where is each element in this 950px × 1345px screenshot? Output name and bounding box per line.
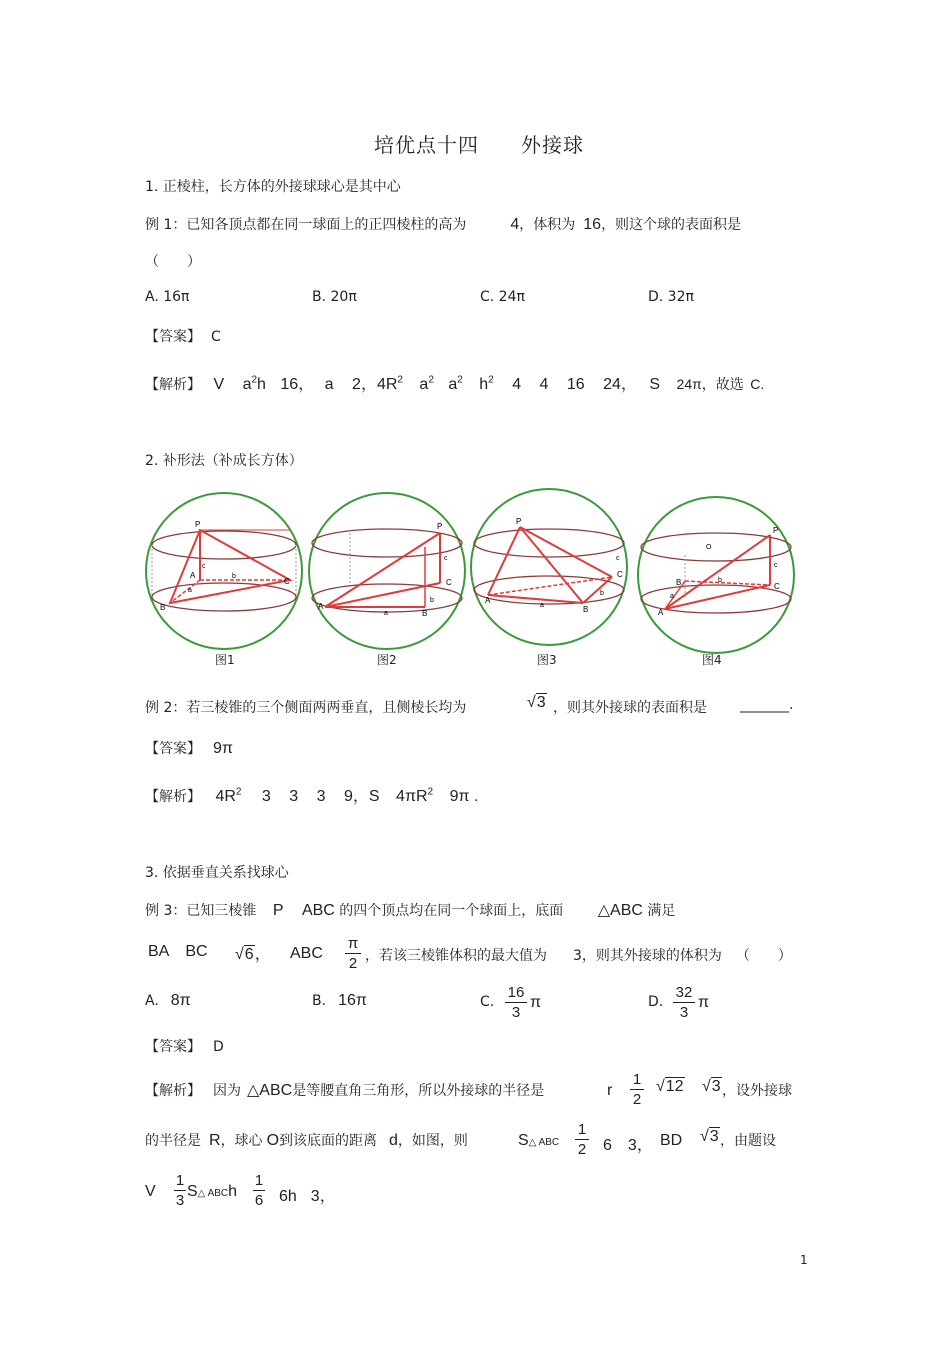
option-c: C. 24π — [480, 289, 525, 305]
svg-text:C: C — [617, 570, 623, 579]
figure-2 — [309, 493, 465, 649]
section-1-heading: 1. 正棱柱，长方体的外接球球心是其中心 — [145, 179, 401, 195]
option-c-3: C. — [480, 994, 495, 1010]
fraction-16-3: 16 3 — [505, 984, 527, 1021]
svg-text:B: B — [676, 578, 682, 587]
math: ， — [620, 376, 637, 393]
sqrt-3: √3 — [702, 1078, 721, 1095]
svg-text:c: c — [444, 555, 448, 562]
question-text: 例 2：若三棱锥的三个侧面两两垂直，且侧棱长均为 — [145, 700, 467, 716]
math: BC — [185, 943, 208, 960]
explanation-3-line-1: 【解析】 因为 △ABC是等腰直角三角形，所以外接球的半径是 — [145, 1082, 545, 1099]
math: 9π . — [449, 788, 479, 805]
math: r — [607, 1082, 613, 1099]
svg-text:A: A — [190, 571, 196, 580]
explanation-text: ，设外接球 — [722, 1083, 792, 1099]
math: 3 — [261, 788, 271, 805]
math: BD — [660, 1132, 683, 1149]
fraction-1-6: 1 6 — [254, 1172, 264, 1209]
svg-text:c: c — [616, 555, 620, 562]
svg-text:b: b — [718, 577, 722, 584]
math: 16 — [280, 376, 299, 393]
option-b: B. 20π — [312, 289, 357, 305]
svg-text:c: c — [774, 562, 778, 569]
answer-2 — [145, 738, 233, 758]
explanation-text: ，由题设 — [720, 1133, 776, 1149]
svg-text:O: O — [706, 544, 712, 551]
math: 24 — [603, 376, 621, 393]
math: h — [257, 376, 266, 393]
sqrt-12: √12 — [656, 1078, 684, 1095]
figure-3 — [471, 489, 627, 645]
answer-value: C — [211, 329, 221, 345]
math: 6 3， — [603, 1137, 653, 1154]
answer-paren: （ ） — [735, 948, 792, 964]
sphere-figures — [140, 485, 805, 670]
math: ，S — [352, 788, 380, 805]
svg-text:A: A — [658, 608, 664, 617]
example-3-line-2 — [148, 943, 208, 961]
math: ， — [298, 376, 315, 393]
fraction-1-3: 1 3 — [175, 1172, 185, 1209]
math: 24π，故选 — [676, 376, 744, 392]
math: 2 — [352, 376, 361, 393]
example-2-question-end — [553, 697, 707, 717]
svg-text:P: P — [195, 520, 201, 529]
page-number: 1 — [800, 1253, 808, 1267]
svg-text:B: B — [160, 603, 166, 612]
math: 4 — [539, 376, 549, 393]
math: a — [419, 376, 429, 393]
math: 16 — [583, 216, 602, 233]
math: 4 — [512, 376, 522, 393]
fraction-1-2: 1 2 — [630, 1071, 644, 1108]
math: 4 — [510, 216, 520, 233]
figure-caption-4: 图4 — [702, 653, 722, 667]
math: 2 — [235, 786, 242, 798]
figure-1 — [146, 493, 302, 649]
question-text: 满足 — [647, 903, 676, 919]
svg-text:C: C — [284, 577, 290, 586]
math: 4πR — [396, 788, 428, 805]
angle-abc: ABC — [290, 945, 323, 962]
question-text: 例 3：已知三棱锥 — [145, 903, 257, 919]
math: 2 — [397, 374, 403, 386]
example-1-question — [145, 214, 741, 234]
math: P — [272, 902, 284, 919]
explanation-1 — [145, 371, 764, 394]
svg-text:B: B — [422, 609, 428, 618]
math: 6h 3， — [279, 1188, 336, 1205]
math: 2 — [251, 374, 258, 386]
example-2-question — [145, 697, 466, 717]
math: BA — [148, 943, 170, 960]
math: △ABC — [597, 902, 643, 919]
math: 2 — [488, 374, 494, 386]
math: ，4R — [360, 376, 398, 393]
svg-text:P: P — [773, 526, 779, 535]
math: a — [324, 376, 334, 393]
question-text: ，则这个球的表面积是 — [601, 217, 742, 233]
explanation-2 — [145, 783, 478, 806]
sqrt-6: √6， — [235, 946, 271, 963]
explanation-label: 【解析】 — [145, 376, 201, 392]
math: a — [242, 376, 252, 393]
example-3-question — [145, 900, 675, 920]
svg-text:C: C — [446, 578, 452, 587]
explanation-label: 【解析】 — [145, 1083, 201, 1099]
question-text: ，若该三棱锥体积的最大值为 — [365, 948, 547, 964]
math: C. — [750, 376, 765, 392]
question-text: 例 1：已知各顶点都在同一球面上的正四棱柱的高为 — [145, 217, 467, 233]
svg-text:b: b — [232, 573, 236, 580]
math: V — [213, 376, 225, 393]
math: S — [649, 376, 661, 393]
svg-text:A: A — [318, 602, 324, 611]
area-s-abc: S△ ABC — [518, 1132, 560, 1149]
question-text: ，则其外接球的表面积是 — [553, 700, 707, 716]
option-d-3: D. — [648, 994, 664, 1010]
pi: π — [698, 994, 710, 1011]
svg-text:P: P — [437, 522, 443, 531]
figure-caption-2: 图2 — [377, 653, 397, 667]
explanation-3-line-2: 的半径是 R，球心 O到该底面的距离 d，如图，则 — [145, 1132, 468, 1149]
example-3-line-2-text — [365, 945, 792, 965]
question-text: 的四个顶点均在同一个球面上，底面 — [339, 903, 564, 919]
svg-text:P: P — [516, 517, 522, 526]
volume-expression: S△ ABCh — [187, 1183, 238, 1200]
answer-label: 【答案】 — [145, 1039, 201, 1055]
math: 3 — [289, 788, 299, 805]
math: 9 — [344, 788, 353, 805]
answer-1 — [145, 326, 221, 346]
math: 2 — [457, 374, 463, 386]
fraction-pi-over-2: π 2 — [345, 935, 361, 972]
answer-value: 9π — [213, 740, 233, 757]
option-d: D. 32π — [648, 289, 694, 305]
svg-text:A: A — [485, 596, 491, 605]
math: 2 — [428, 374, 434, 386]
answer-label: 【答案】 — [145, 329, 201, 345]
option-a-3: A. 8π — [145, 992, 191, 1009]
svg-text:B: B — [583, 605, 589, 614]
svg-text:a: a — [540, 602, 544, 609]
answer-label: 【答案】 — [145, 741, 201, 757]
svg-text:a: a — [384, 610, 388, 617]
section-2-heading: 2. 补形法（补成长方体） — [145, 453, 303, 469]
question-text: 3，则其外接球的体积为 — [573, 948, 722, 964]
option-a: A. 16π — [145, 289, 190, 305]
math: ABC — [301, 902, 335, 919]
math: 16 — [566, 376, 585, 393]
svg-text:c: c — [202, 563, 206, 570]
svg-text:b: b — [430, 597, 434, 604]
option-b-3: B. 16π — [312, 992, 367, 1009]
sqrt-3: √3 — [700, 1128, 719, 1145]
answer-paren: （ ） — [145, 254, 201, 270]
svg-text:a: a — [670, 593, 674, 600]
math: a — [448, 376, 458, 393]
math: h — [479, 376, 489, 393]
figure-4 — [638, 497, 794, 653]
section-3-heading: 3. 依据垂直关系找球心 — [145, 865, 289, 881]
fraction-1-2: 1 2 — [575, 1121, 589, 1158]
question-text: ，体积为 — [519, 217, 576, 233]
figure-caption-3: 图3 — [537, 653, 557, 667]
svg-text:a: a — [188, 587, 192, 594]
pi: π — [530, 994, 542, 1011]
math: 2 — [427, 786, 434, 798]
math: 3 — [316, 788, 326, 805]
svg-text:b: b — [600, 590, 604, 597]
math: 4R — [215, 788, 236, 805]
fraction-32-3: 32 3 — [673, 984, 695, 1021]
sqrt-3: √3 — [527, 694, 546, 711]
math: V — [145, 1183, 156, 1200]
answer-3 — [145, 1036, 224, 1056]
answer-value: D — [213, 1039, 224, 1055]
explanation-label: 【解析】 — [145, 788, 201, 804]
svg-text:C: C — [774, 582, 780, 591]
answer-blank: _______. — [740, 697, 794, 713]
figure-caption-1: 图1 — [215, 653, 235, 667]
page-title: 培优点十四 外接球 — [374, 133, 584, 157]
